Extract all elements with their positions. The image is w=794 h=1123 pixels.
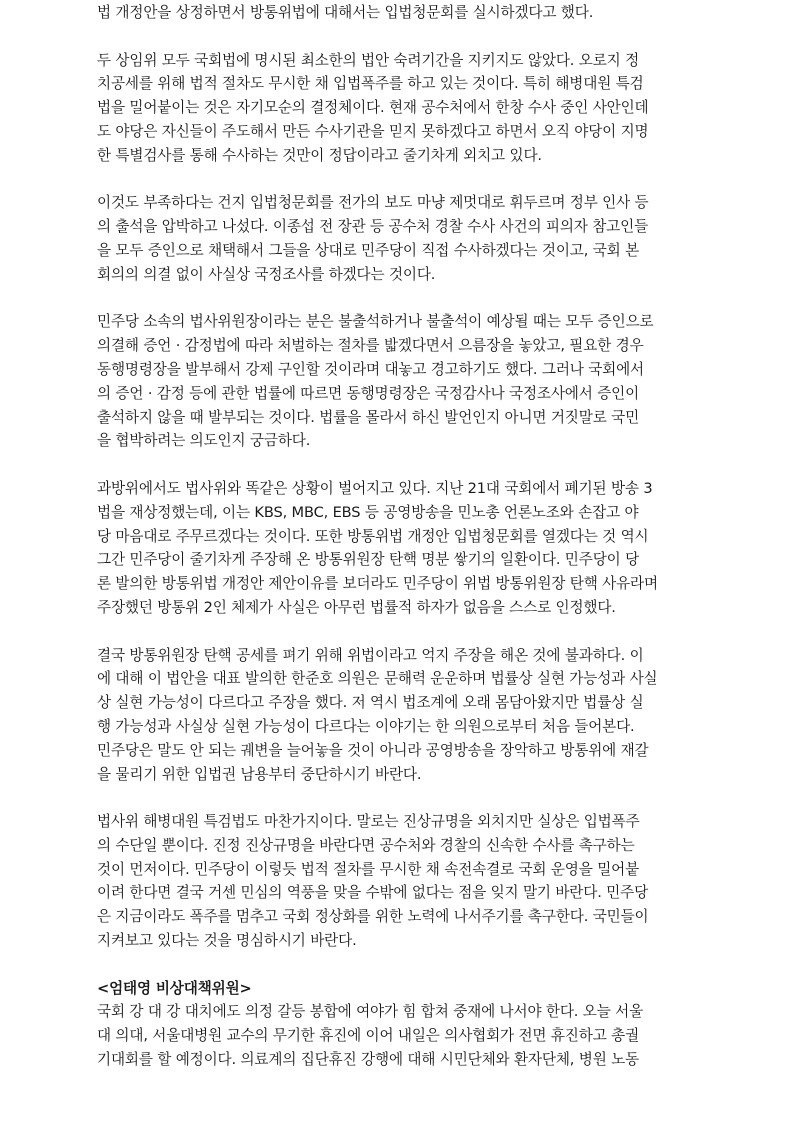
- text-line: 당 마음대로 주무르겠다는 것이다. 또한 방통위법 개정안 입법청문회를 열겠다는 것 역시: [97, 527, 649, 545]
- text-line: 을 모두 증인으로 채택해서 그들을 상대로 민주당이 직접 수사하겠다는 것이고, 국회 본: [97, 241, 640, 259]
- paragraph-spacer: [97, 953, 701, 977]
- text-line: 민주당 소속의 법사위원장이라는 분은 불출석하거나 불출석이 예상될 때는 모두 증인으로: [97, 313, 654, 331]
- text-line: 그간 민주당이 줄기차게 주장해 온 방통위원장 탄핵 명분 쌓기의 일환이다. 민주당이 당: [97, 551, 640, 569]
- text-line: 지켜보고 있다는 것을 명심하시기 바란다.: [97, 932, 357, 950]
- text-line: 의 증언 · 감정 등에 관한 법률에 따르면 동행명령장은 국정감사나 국정조사에서 증인이: [97, 384, 640, 402]
- paragraph-4: [97, 310, 701, 453]
- text-line: 민주당은 말도 안 되는 궤변을 늘어놓을 것이 아니라 공영방송을 장악하고 방통위에 재갈: [97, 741, 649, 759]
- text-line: 법을 재상정했는데, 이는 KBS, MBC, EBS 등 공영방송을 민노총 언론노조와 손잡고 야: [97, 503, 639, 521]
- text-line: 이것도 부족하다는 건지 입법청문회를 전가의 보도 마냥 제멋대로 휘두르며 정부 인사 등: [97, 194, 649, 212]
- text-line: 과방위에서도 법사위와 똑같은 상황이 벌어지고 있다. 지난 21대 국회에서 폐기된 방송 3: [97, 479, 653, 497]
- paragraph-spacer: [97, 620, 701, 644]
- text-line: 에 대해 이 법안을 대표 발의한 한준호 의원은 문해력 운운하며 법률상 실현 가능성과 사실: [97, 670, 658, 688]
- text-line: 을 협박하려는 의도인지 궁금하다.: [97, 432, 311, 450]
- text-line: 동행명령장을 발부해서 강제 구인할 것이라며 대놓고 경고하기도 했다. 그러나 국회에서: [97, 360, 645, 378]
- paragraph-3: [97, 191, 701, 286]
- text-line: 기대회를 할 예정이다. 의료계의 집단휴진 강행에 대해 시민단체와 환자단체, 병원 노동: [97, 1051, 640, 1069]
- paragraph-1: [97, 1, 701, 25]
- text-line: 이려 한다면 결국 거센 민심의 역풍을 맞을 수밖에 없다는 점을 잊지 말기 바란다. 민주당: [97, 884, 649, 902]
- paragraph-2: [97, 49, 701, 168]
- text-line: 한 특별검사를 통해 수사하는 것만이 정답이라고 줄기차게 외치고 있다.: [97, 146, 542, 164]
- text-line: 결국 방통위원장 탄핵 공세를 펴기 위해 위법이라고 억지 주장을 해온 것에 불과하다. 이: [97, 646, 644, 664]
- text-line: 상 실현 가능성이 다르다고 주장을 했다. 저 역시 법조계에 오래 몸담아왔지만 법률상 실: [97, 694, 644, 712]
- text-line: 대 의대, 서울대병원 교수의 무기한 휴진에 이어 내일은 의사협회가 전면 휴진하고 총궐: [97, 1027, 640, 1045]
- text-line: 국회 강 대 강 대치에도 의정 갈등 봉합에 여야가 힘 합쳐 중재에 나서야 한다. 오늘 서울: [97, 1003, 644, 1021]
- text-line: 도 야당은 자신들이 주도해서 만든 수사기관을 믿지 못하겠다고 하면서 오직 야당이 지명: [97, 122, 649, 140]
- speaker-heading: <엄태영 비상대책위원>: [97, 979, 252, 997]
- text-line: 것이 먼저이다. 민주당이 이렇듯 법적 절차를 무시한 채 속전속결로 국회 운영을 밀어붙: [97, 860, 640, 878]
- text-line: 론 발의한 방통위법 개정안 제안이유를 보더라도 민주당이 위법 방통위원장 탄핵 사유라며: [97, 575, 658, 593]
- text-line: 법 개정안을 상정하면서 방통위법에 대해서는 입법청문회를 실시하겠다고 했다.: [97, 4, 594, 21]
- speaker-section: [97, 977, 701, 1072]
- paragraph-spacer: [97, 786, 701, 810]
- paragraph-7: [97, 810, 701, 953]
- text-line: 법을 밀어붙이는 것은 자기모순의 결정체이다. 현재 공수처에서 한창 수사 중인 사안인데: [97, 99, 649, 117]
- paragraph-spacer: [97, 25, 701, 49]
- document-page: [97, 0, 701, 1072]
- paragraph-6: [97, 644, 701, 787]
- text-line: 의 출석을 압박하고 나섰다. 이종섭 전 장관 등 공수처 경찰 수사 사건의 피의자 참고인들: [97, 218, 649, 236]
- paragraph-spacer: [97, 453, 701, 477]
- text-line: 출석하지 않을 때 발부되는 것이다. 법률을 몰라서 하신 발언인지 아니면 거짓말로 국민: [97, 408, 640, 426]
- text-line: 주장했던 방통위 2인 체제가 사실은 아무런 법률적 하자가 없음을 스스로 인정했다.: [97, 598, 616, 616]
- text-line: 은 지금이라도 폭주를 멈추고 국회 정상화를 위한 노력에 나서주기를 촉구한다. 국민들이: [97, 908, 649, 926]
- paragraph-5: [97, 477, 701, 620]
- text-line: 행 가능성과 사실상 실현 가능성이 다르다는 이야기는 한 의원으로부터 처음 들어본다.: [97, 717, 635, 735]
- text-line: 의 수단일 뿐이다. 진정 진상규명을 바란다면 공수처와 경찰의 신속한 수사를 촉구하는: [97, 836, 635, 854]
- text-line: 치공세를 위해 법적 절차도 무시한 채 입법폭주를 하고 있는 것이다. 특히 해병대원 특검: [97, 75, 644, 93]
- text-line: 법사위 해병대원 특검법도 마찬가지이다. 말로는 진상규명을 외치지만 실상은 입법폭주: [97, 813, 640, 831]
- text-line: 의결해 증언 · 감정법에 따라 처벌하는 절차를 밟겠다면서 으름장을 놓았고, 필요한 경우: [97, 337, 644, 355]
- text-line: 두 상임위 모두 국회법에 명시된 최소한의 법안 숙려기간을 지키지도 않았다. 오로지 정: [97, 51, 640, 69]
- paragraph-spacer: [97, 287, 701, 311]
- paragraph-spacer: [97, 168, 701, 192]
- text-line: 회의의 의결 없이 사실상 국정조사를 하겠다는 것이다.: [97, 265, 436, 283]
- text-line: 을 물리기 위한 입법권 남용부터 중단하시기 바란다.: [97, 765, 422, 783]
